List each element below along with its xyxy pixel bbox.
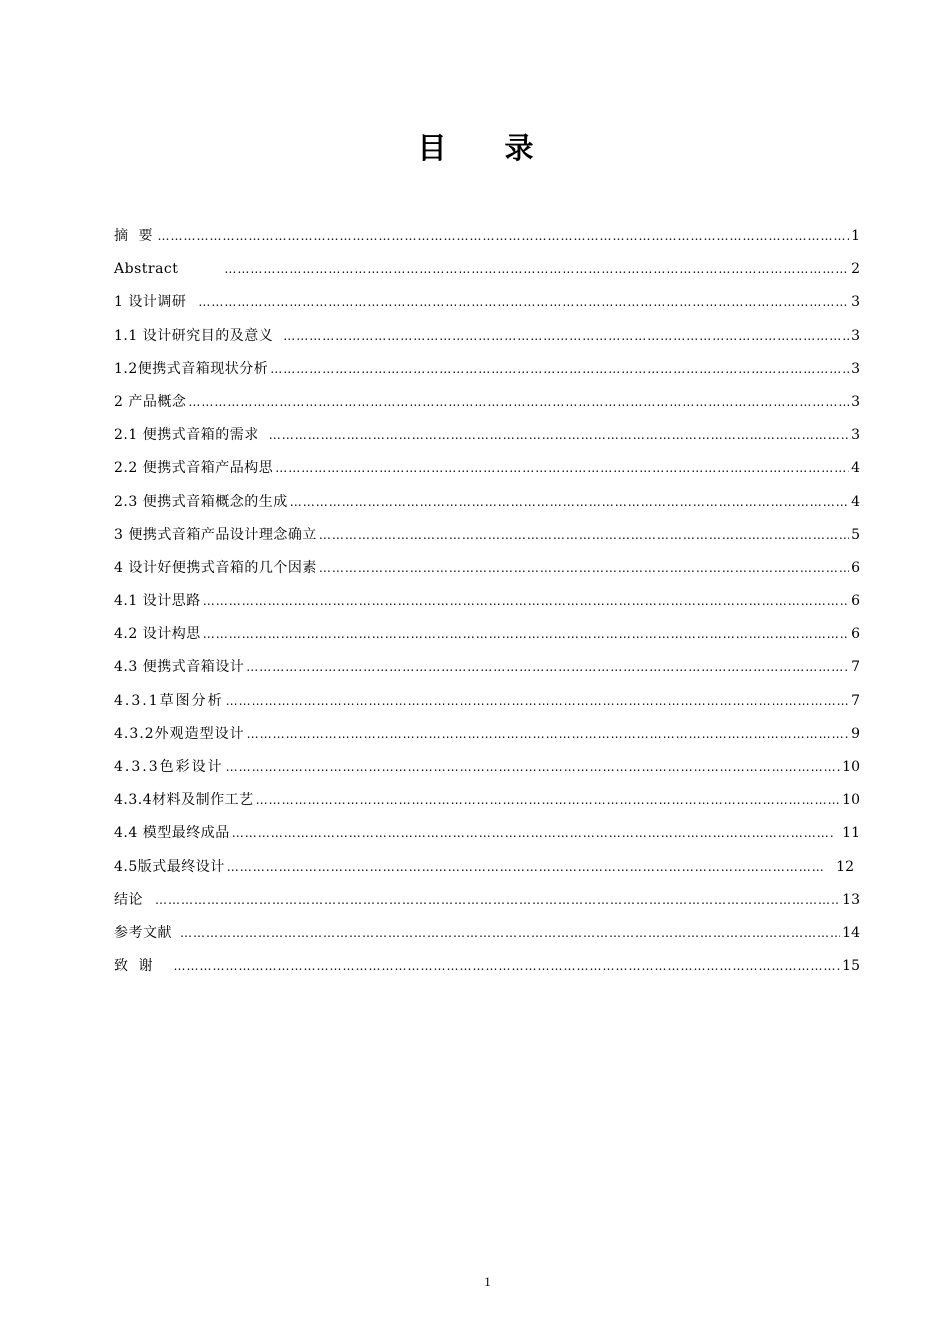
toc-entry-label: 4.2 设计构思: [114, 626, 201, 643]
toc-entry-page: 9: [851, 725, 860, 742]
toc-entry-label: 4.3.3色彩设计: [114, 759, 224, 775]
toc-entry-page: 3: [851, 327, 860, 344]
toc-entry-label: 参考文献: [114, 924, 172, 941]
toc-entry-page: 4: [851, 460, 860, 477]
toc-leader-dots: [270, 359, 849, 379]
toc-entry: [114, 823, 860, 856]
toc-entry-page: 1: [851, 228, 860, 244]
toc-entry-page: 10: [842, 792, 860, 809]
toc-entry-label: 4 设计好便携式音箱的几个因素: [114, 559, 317, 576]
toc-entry: [114, 857, 860, 890]
toc-entry: [114, 890, 860, 923]
toc-leader-dots: [283, 326, 849, 346]
toc-entry: [114, 458, 860, 491]
toc-leader-dots: [226, 691, 849, 711]
table-of-contents: [114, 226, 860, 989]
toc-entry-page: 13: [842, 891, 860, 908]
toc-entry-label: 4.3.4材料及制作工艺: [114, 792, 254, 809]
toc-entry-label: 结论: [114, 891, 143, 908]
toc-entry-label: 2.3 便携式音箱概念的生成: [114, 493, 288, 510]
toc-entry: [114, 956, 860, 989]
toc-entry: [114, 259, 860, 292]
toc-entry: [114, 591, 860, 624]
toc-leader-dots: [226, 757, 841, 777]
toc-entry: [114, 724, 860, 757]
toc-entry-label: 4.3 便携式音箱设计: [114, 659, 245, 676]
toc-entry: [114, 525, 860, 558]
toc-entry: [114, 923, 860, 956]
toc-leader-dots: [256, 790, 841, 810]
toc-entry-page: 3: [851, 393, 860, 410]
toc-leader-dots: [275, 458, 849, 478]
toc-entry-page: 6: [851, 559, 860, 576]
toc-entry: [114, 326, 860, 359]
toc-entry-page: 3: [851, 294, 860, 311]
toc-entry-label: 2.2 便携式音箱产品构思: [114, 460, 274, 477]
toc-entry-label: 1.1 设计研究目的及意义: [114, 327, 274, 344]
toc-entry-page: 12: [836, 858, 854, 875]
toc-entry-label: 2 产品概念: [114, 393, 187, 410]
toc-leader-dots: [198, 292, 849, 312]
toc-entry-label: 摘 要: [114, 228, 156, 244]
toc-entry-label: 4.5版式最终设计: [114, 858, 225, 875]
toc-entry-page: 3: [851, 360, 860, 377]
toc-entry-label: 致 谢: [114, 958, 156, 975]
toc-leader-dots: [319, 525, 849, 545]
toc-entry-page: 14: [842, 924, 860, 941]
toc-leader-dots: [155, 890, 840, 910]
toc-entry: [114, 624, 860, 657]
toc-leader-dots: [319, 558, 849, 578]
toc-entry: [114, 691, 860, 724]
toc-entry: [114, 292, 860, 325]
toc-entry-page: 2: [851, 261, 860, 278]
toc-entry: [114, 757, 860, 790]
toc-leader-dots: [157, 226, 849, 246]
toc-entry-label: 4.1 设计思路: [114, 593, 201, 610]
toc-entry-page: 5: [851, 526, 860, 543]
toc-entry: [114, 657, 860, 690]
toc-entry-page: 4: [851, 493, 860, 510]
toc-entry: [114, 359, 860, 392]
toc-entry-page: 7: [851, 659, 860, 676]
toc-leader-dots: [203, 624, 849, 644]
toc-leader-dots: [246, 657, 849, 677]
toc-entry: [114, 492, 860, 525]
toc-entry-label: 4.3.1草图分析: [114, 692, 224, 709]
toc-leader-dots: [232, 823, 834, 843]
toc-entry-page: 6: [851, 626, 860, 643]
toc-entry-page: 6: [851, 593, 860, 610]
toc-entry: [114, 790, 860, 823]
toc-entry-label: 2.1 便携式音箱的需求: [114, 427, 259, 444]
toc-leader-dots: [188, 392, 849, 412]
page-title: 目 录: [417, 131, 558, 165]
toc-entry-page: 15: [842, 958, 860, 975]
toc-entry-page: 3: [851, 427, 860, 444]
toc-entry-page: 7: [851, 692, 860, 709]
toc-leader-dots: [173, 956, 840, 976]
toc-entry: [114, 558, 860, 591]
toc-leader-dots: [180, 923, 840, 943]
toc-entry-page: 11: [842, 825, 860, 842]
toc-entry-page: 10: [842, 759, 860, 775]
toc-entry-label: 1.2便携式音箱现状分析: [114, 360, 269, 377]
toc-entry: [114, 425, 860, 458]
toc-entry-label: 1 设计调研: [114, 294, 187, 311]
toc-entry-label: 3 便携式音箱产品设计理念确立: [114, 526, 317, 543]
toc-entry-label: Abstract: [114, 261, 179, 278]
toc-entry-label: 4.3.2外观造型设计: [114, 725, 245, 742]
page-number: 1: [484, 1274, 491, 1289]
toc-leader-dots: [203, 591, 849, 611]
toc-entry: [114, 392, 860, 425]
toc-leader-dots: [227, 857, 826, 877]
toc-entry: [114, 226, 860, 259]
toc-leader-dots: [290, 492, 849, 512]
toc-leader-dots: [247, 724, 849, 744]
toc-leader-dots: [224, 259, 849, 279]
toc-entry-label: 4.4 模型最终成品: [114, 825, 230, 842]
toc-leader-dots: [269, 425, 849, 445]
